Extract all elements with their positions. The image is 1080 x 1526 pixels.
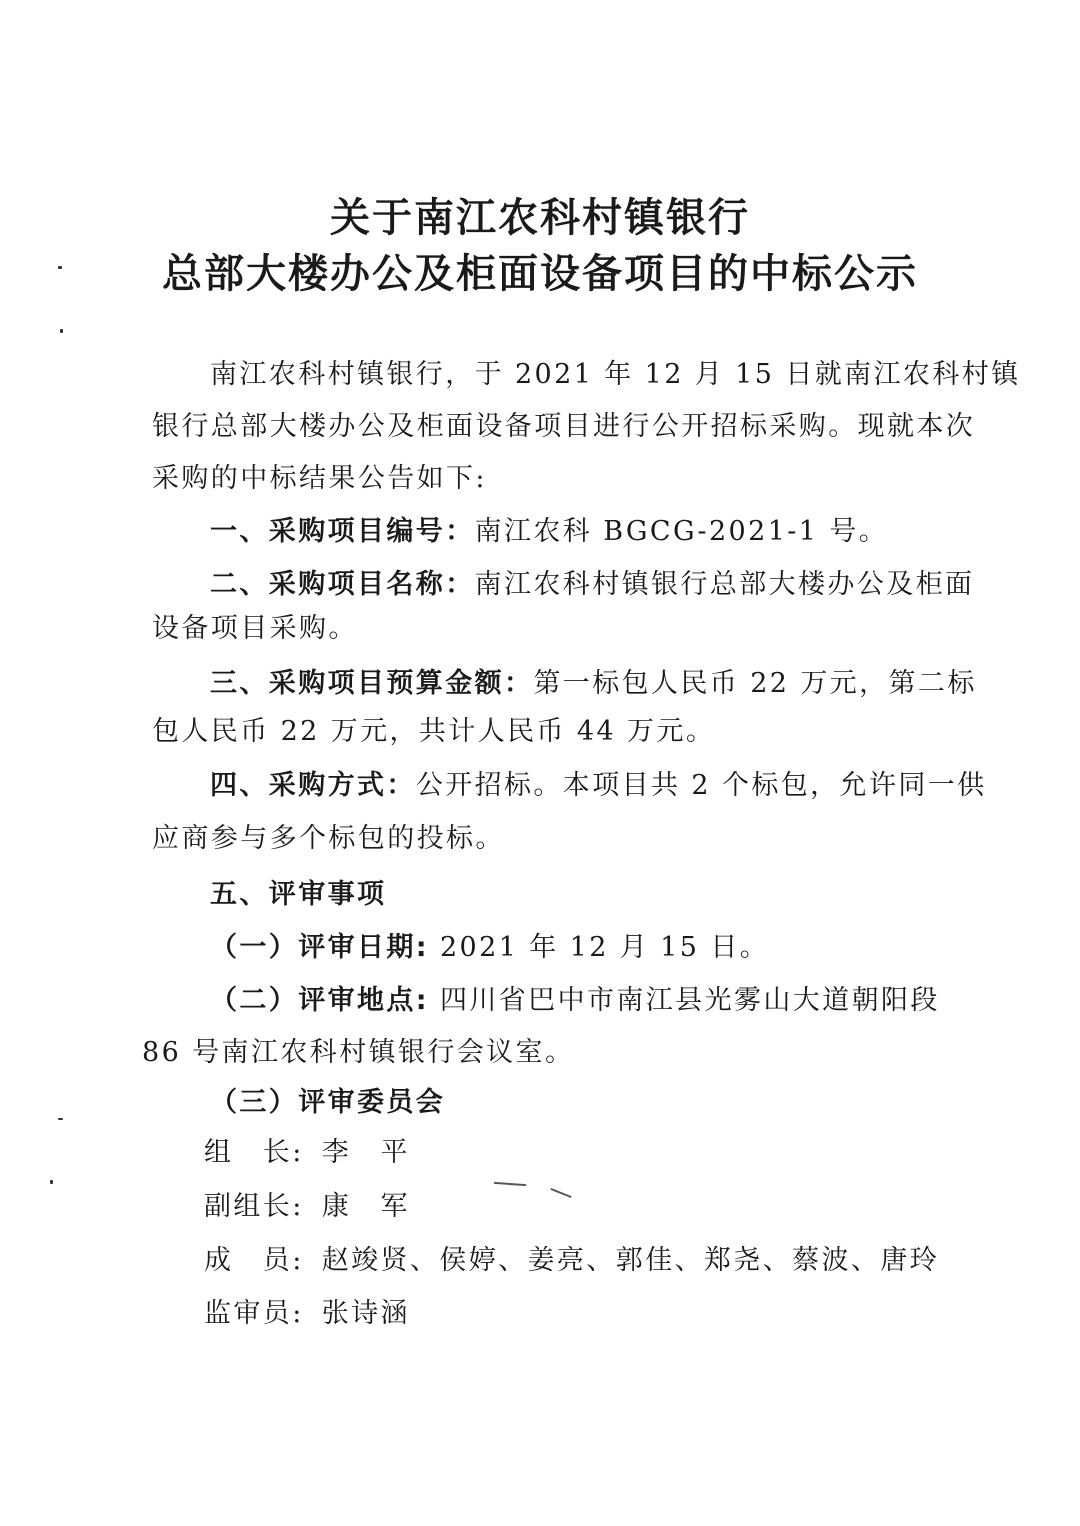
scan-speck xyxy=(60,329,63,333)
committee-role: 监审员: xyxy=(204,1298,304,1329)
committee-name: 康 军 xyxy=(321,1191,410,1222)
sub-2-value: 四川省巴中市南江县光雾山大道朝阳段 xyxy=(429,985,940,1016)
committee-leader xyxy=(204,1130,410,1169)
item-2-value: 南江农科村镇银行总部大楼办公及柜面 xyxy=(474,569,975,600)
scan-mark xyxy=(550,1188,571,1198)
committee-members xyxy=(204,1238,939,1277)
sub-2-review-location xyxy=(210,978,940,1017)
committee-name: 张诗涵 xyxy=(321,1298,410,1329)
item-1-project-number xyxy=(210,509,888,548)
sub-1-value: 2021 年 12 月 15 日。 xyxy=(429,932,770,963)
item-1-label: 一、采购项目编号： xyxy=(210,516,475,547)
item-2-project-name xyxy=(210,562,974,601)
intro-line-3: 采购的中标结果公告如下: xyxy=(152,463,487,494)
committee-role: 副组长: xyxy=(204,1191,304,1222)
item-3-value: 第一标包人民币 22 万元，第二标 xyxy=(533,668,977,699)
document-title-line-2: 总部大楼办公及柜面设备项目的中标公示 xyxy=(162,251,918,297)
scan-speck xyxy=(58,1118,63,1120)
sub-1-label: （一）评审日期: xyxy=(210,932,429,963)
committee-name: 赵竣贤、侯婷、姜亮、郭佳、郑尧、蔡波、唐玲 xyxy=(321,1245,940,1276)
committee-supervisor xyxy=(204,1291,410,1330)
item-3-label: 三、采购项目预算金额： xyxy=(210,668,534,699)
scan-mark xyxy=(494,1182,526,1186)
item-4-continuation: 应商参与多个标包的投标。 xyxy=(152,823,505,854)
item-4-value: 公开招标。本项目共 2 个标包，允许同一供 xyxy=(415,770,987,801)
item-4-label: 四、采购方式： xyxy=(210,770,416,801)
intro-line-2: 银行总部大楼办公及柜面设备项目进行公开招标采购。现就本次 xyxy=(152,411,976,442)
scan-speck xyxy=(50,1180,53,1184)
scan-speck xyxy=(58,266,62,269)
item-2-label: 二、采购项目名称： xyxy=(210,569,475,600)
item-2-continuation: 设备项目采购。 xyxy=(152,613,358,644)
item-3-budget xyxy=(210,661,977,700)
committee-name: 李 平 xyxy=(321,1137,410,1168)
committee-role: 组 长: xyxy=(204,1137,304,1168)
item-3-continuation: 包人民币 22 万元，共计人民币 44 万元。 xyxy=(152,716,716,747)
sub-2-label: （二）评审地点: xyxy=(210,985,429,1016)
sub-3-heading: （三）评审委员会 xyxy=(210,1087,446,1118)
item-1-value: 南江农科 BGCG-2021-1 号。 xyxy=(474,516,889,547)
committee-deputy-leader xyxy=(204,1184,410,1223)
sub-2-continuation: 86 号南江农科村镇银行会议室。 xyxy=(142,1037,575,1068)
item-4-method xyxy=(210,763,987,802)
document-title-line-1: 关于南江农科村镇银行 xyxy=(330,195,750,241)
sub-1-review-date xyxy=(210,925,769,964)
intro-line-1: 南江农科村镇银行，于 2021 年 12 月 15 日就南江农科村镇 xyxy=(210,359,1021,390)
committee-role: 成 员: xyxy=(204,1245,304,1276)
item-5-heading: 五、评审事项 xyxy=(210,879,387,910)
